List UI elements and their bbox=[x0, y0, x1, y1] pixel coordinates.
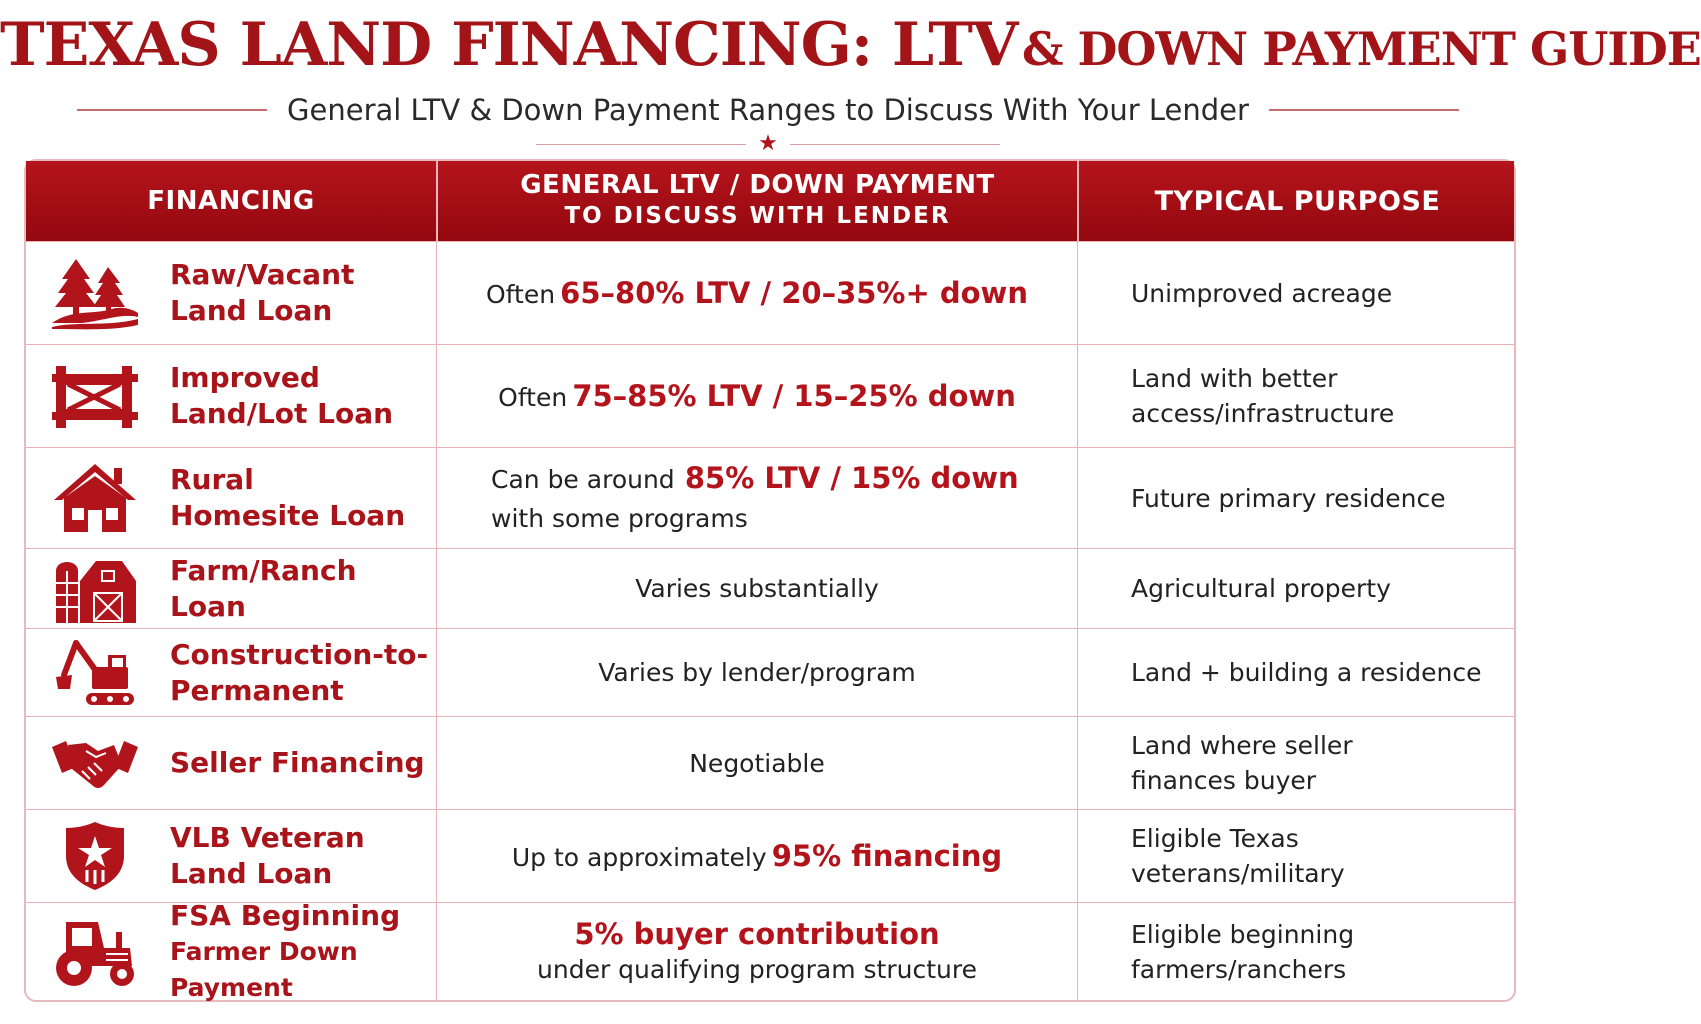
header-financing: FINANCING bbox=[147, 186, 315, 216]
ltv-prefix: Often bbox=[498, 383, 568, 412]
financing-name bbox=[170, 637, 430, 709]
ltv-highlight: 85% LTV / 15% down bbox=[684, 460, 1019, 495]
financing-name-line1: Construction-to- bbox=[170, 637, 429, 671]
financing-name-line1: Improved bbox=[170, 361, 320, 394]
divider-left bbox=[77, 109, 267, 111]
star-icon: ★ bbox=[758, 131, 778, 156]
pine-trees-icon bbox=[52, 257, 138, 329]
ltv-text: Negotiable bbox=[689, 748, 825, 778]
financing-cell bbox=[26, 345, 436, 447]
financing-name bbox=[170, 898, 430, 1006]
purpose-text: Land + building a residence bbox=[1131, 658, 1482, 687]
purpose-line1: Eligible Texas bbox=[1131, 824, 1299, 853]
ltv-cell bbox=[436, 345, 1077, 447]
financing-name-line1: VLB Veteran bbox=[170, 821, 365, 854]
table-row bbox=[26, 716, 1514, 809]
table-row bbox=[26, 809, 1514, 902]
title-rest: & DOWN PAYMENT GUIDE bbox=[1022, 22, 1701, 76]
financing-name bbox=[170, 553, 430, 625]
ltv-text: Varies substantially bbox=[635, 574, 879, 603]
ltv-cell bbox=[436, 549, 1077, 628]
purpose-cell bbox=[1077, 242, 1516, 344]
header-ltv-line1: GENERAL LTV / DOWN PAYMENT bbox=[520, 170, 995, 200]
financing-table bbox=[24, 159, 1516, 1002]
financing-cell bbox=[26, 717, 436, 809]
purpose-cell bbox=[1077, 345, 1516, 447]
financing-name-line1: Seller Financing bbox=[170, 746, 425, 779]
purpose-line1: Land with better bbox=[1131, 364, 1338, 393]
table-row bbox=[26, 898, 1514, 1002]
purpose-line1: Land where seller bbox=[1131, 731, 1353, 760]
divider-right bbox=[790, 144, 1000, 145]
table-row bbox=[26, 241, 1514, 344]
purpose-line2: veterans/military bbox=[1131, 859, 1345, 888]
purpose-cell bbox=[1077, 810, 1516, 902]
financing-name-line2: Land Loan bbox=[170, 857, 333, 890]
house-icon bbox=[52, 462, 138, 534]
purpose-text: Future primary residence bbox=[1131, 483, 1446, 513]
financing-name-line1: Farm/Ranch Loan bbox=[170, 553, 357, 623]
table-header bbox=[26, 161, 1514, 241]
purpose-cell bbox=[1077, 549, 1516, 628]
purpose-line2: access/infrastructure bbox=[1131, 399, 1395, 428]
financing-name bbox=[170, 257, 430, 329]
purpose-line2: farmers/ranchers bbox=[1131, 954, 1347, 984]
financing-name-line2: Homesite Loan bbox=[170, 499, 406, 532]
purpose-cell bbox=[1077, 629, 1516, 716]
financing-name bbox=[170, 360, 430, 432]
purpose-cell bbox=[1077, 717, 1516, 809]
financing-cell bbox=[26, 898, 436, 1002]
ltv-highlight: 65–80% LTV / 20–35%+ down bbox=[560, 276, 1028, 310]
table-row bbox=[26, 447, 1514, 548]
purpose-cell bbox=[1077, 448, 1516, 548]
header-purpose: TYPICAL PURPOSE bbox=[1077, 161, 1516, 241]
subtitle-row bbox=[0, 88, 1536, 132]
ltv-cell bbox=[436, 629, 1077, 716]
financing-name-line1: FSA Beginning bbox=[170, 898, 401, 932]
header-ltv bbox=[436, 161, 1077, 241]
financing-name bbox=[170, 820, 430, 892]
financing-name-line2: Land Loan bbox=[170, 294, 333, 327]
ltv-text: Varies by lender/program bbox=[598, 658, 916, 687]
divider-right bbox=[1269, 109, 1459, 111]
ltv-suffix: with some programs bbox=[491, 503, 748, 533]
ltv-highlight: 95% financing bbox=[771, 839, 1003, 873]
financing-name-line2: Permanent bbox=[170, 673, 344, 707]
star-divider bbox=[0, 131, 1536, 157]
table-row bbox=[26, 628, 1514, 716]
ltv-cell bbox=[436, 810, 1077, 902]
ltv-prefix: Often bbox=[485, 280, 556, 309]
title-main: TEXAS LAND FINANCING: LTV bbox=[0, 10, 1018, 80]
financing-name-line2: Farmer Down Payment bbox=[170, 936, 358, 1002]
page-title bbox=[0, 10, 1701, 80]
financing-cell bbox=[26, 242, 436, 344]
tractor-icon bbox=[52, 916, 138, 988]
ltv-highlight: 5% buyer contribution bbox=[574, 916, 940, 951]
handshake-icon bbox=[52, 727, 138, 799]
ltv-highlight: 75–85% LTV / 15–25% down bbox=[572, 379, 1016, 413]
purpose-line1: Eligible beginning bbox=[1131, 919, 1355, 949]
fence-gate-icon bbox=[52, 360, 138, 432]
purpose-text: Unimproved acreage bbox=[1131, 278, 1393, 308]
ltv-prefix: Up to approximately bbox=[511, 843, 767, 872]
table-row bbox=[26, 344, 1514, 447]
financing-name bbox=[170, 745, 430, 781]
header-ltv-line2: TO DISCUSS WITH LENDER bbox=[564, 203, 951, 229]
table-row bbox=[26, 548, 1514, 628]
ltv-suffix: under qualifying program structure bbox=[537, 954, 977, 984]
purpose-line2: finances buyer bbox=[1131, 766, 1317, 795]
subtitle: General LTV & Down Payment Ranges to Discuss With Your Lender bbox=[287, 93, 1249, 127]
barn-silo-icon bbox=[52, 553, 138, 625]
financing-cell bbox=[26, 629, 436, 716]
financing-cell bbox=[26, 448, 436, 548]
financing-name-line2: Land/Lot Loan bbox=[170, 397, 394, 430]
ltv-cell bbox=[436, 717, 1077, 809]
financing-name-line1: Raw/Vacant bbox=[170, 258, 355, 291]
financing-name-line1: Rural bbox=[170, 463, 254, 496]
ltv-cell bbox=[436, 242, 1077, 344]
divider-left bbox=[536, 144, 746, 145]
financing-name bbox=[170, 462, 430, 534]
ltv-cell bbox=[436, 903, 1077, 1000]
financing-cell bbox=[26, 810, 436, 902]
financing-cell bbox=[26, 549, 436, 628]
purpose-text: Agricultural property bbox=[1131, 574, 1391, 603]
excavator-icon bbox=[52, 637, 138, 709]
star-shield-icon bbox=[52, 820, 138, 892]
ltv-cell bbox=[436, 448, 1077, 548]
ltv-prefix: Can be around bbox=[491, 464, 675, 494]
purpose-cell bbox=[1077, 903, 1516, 1000]
